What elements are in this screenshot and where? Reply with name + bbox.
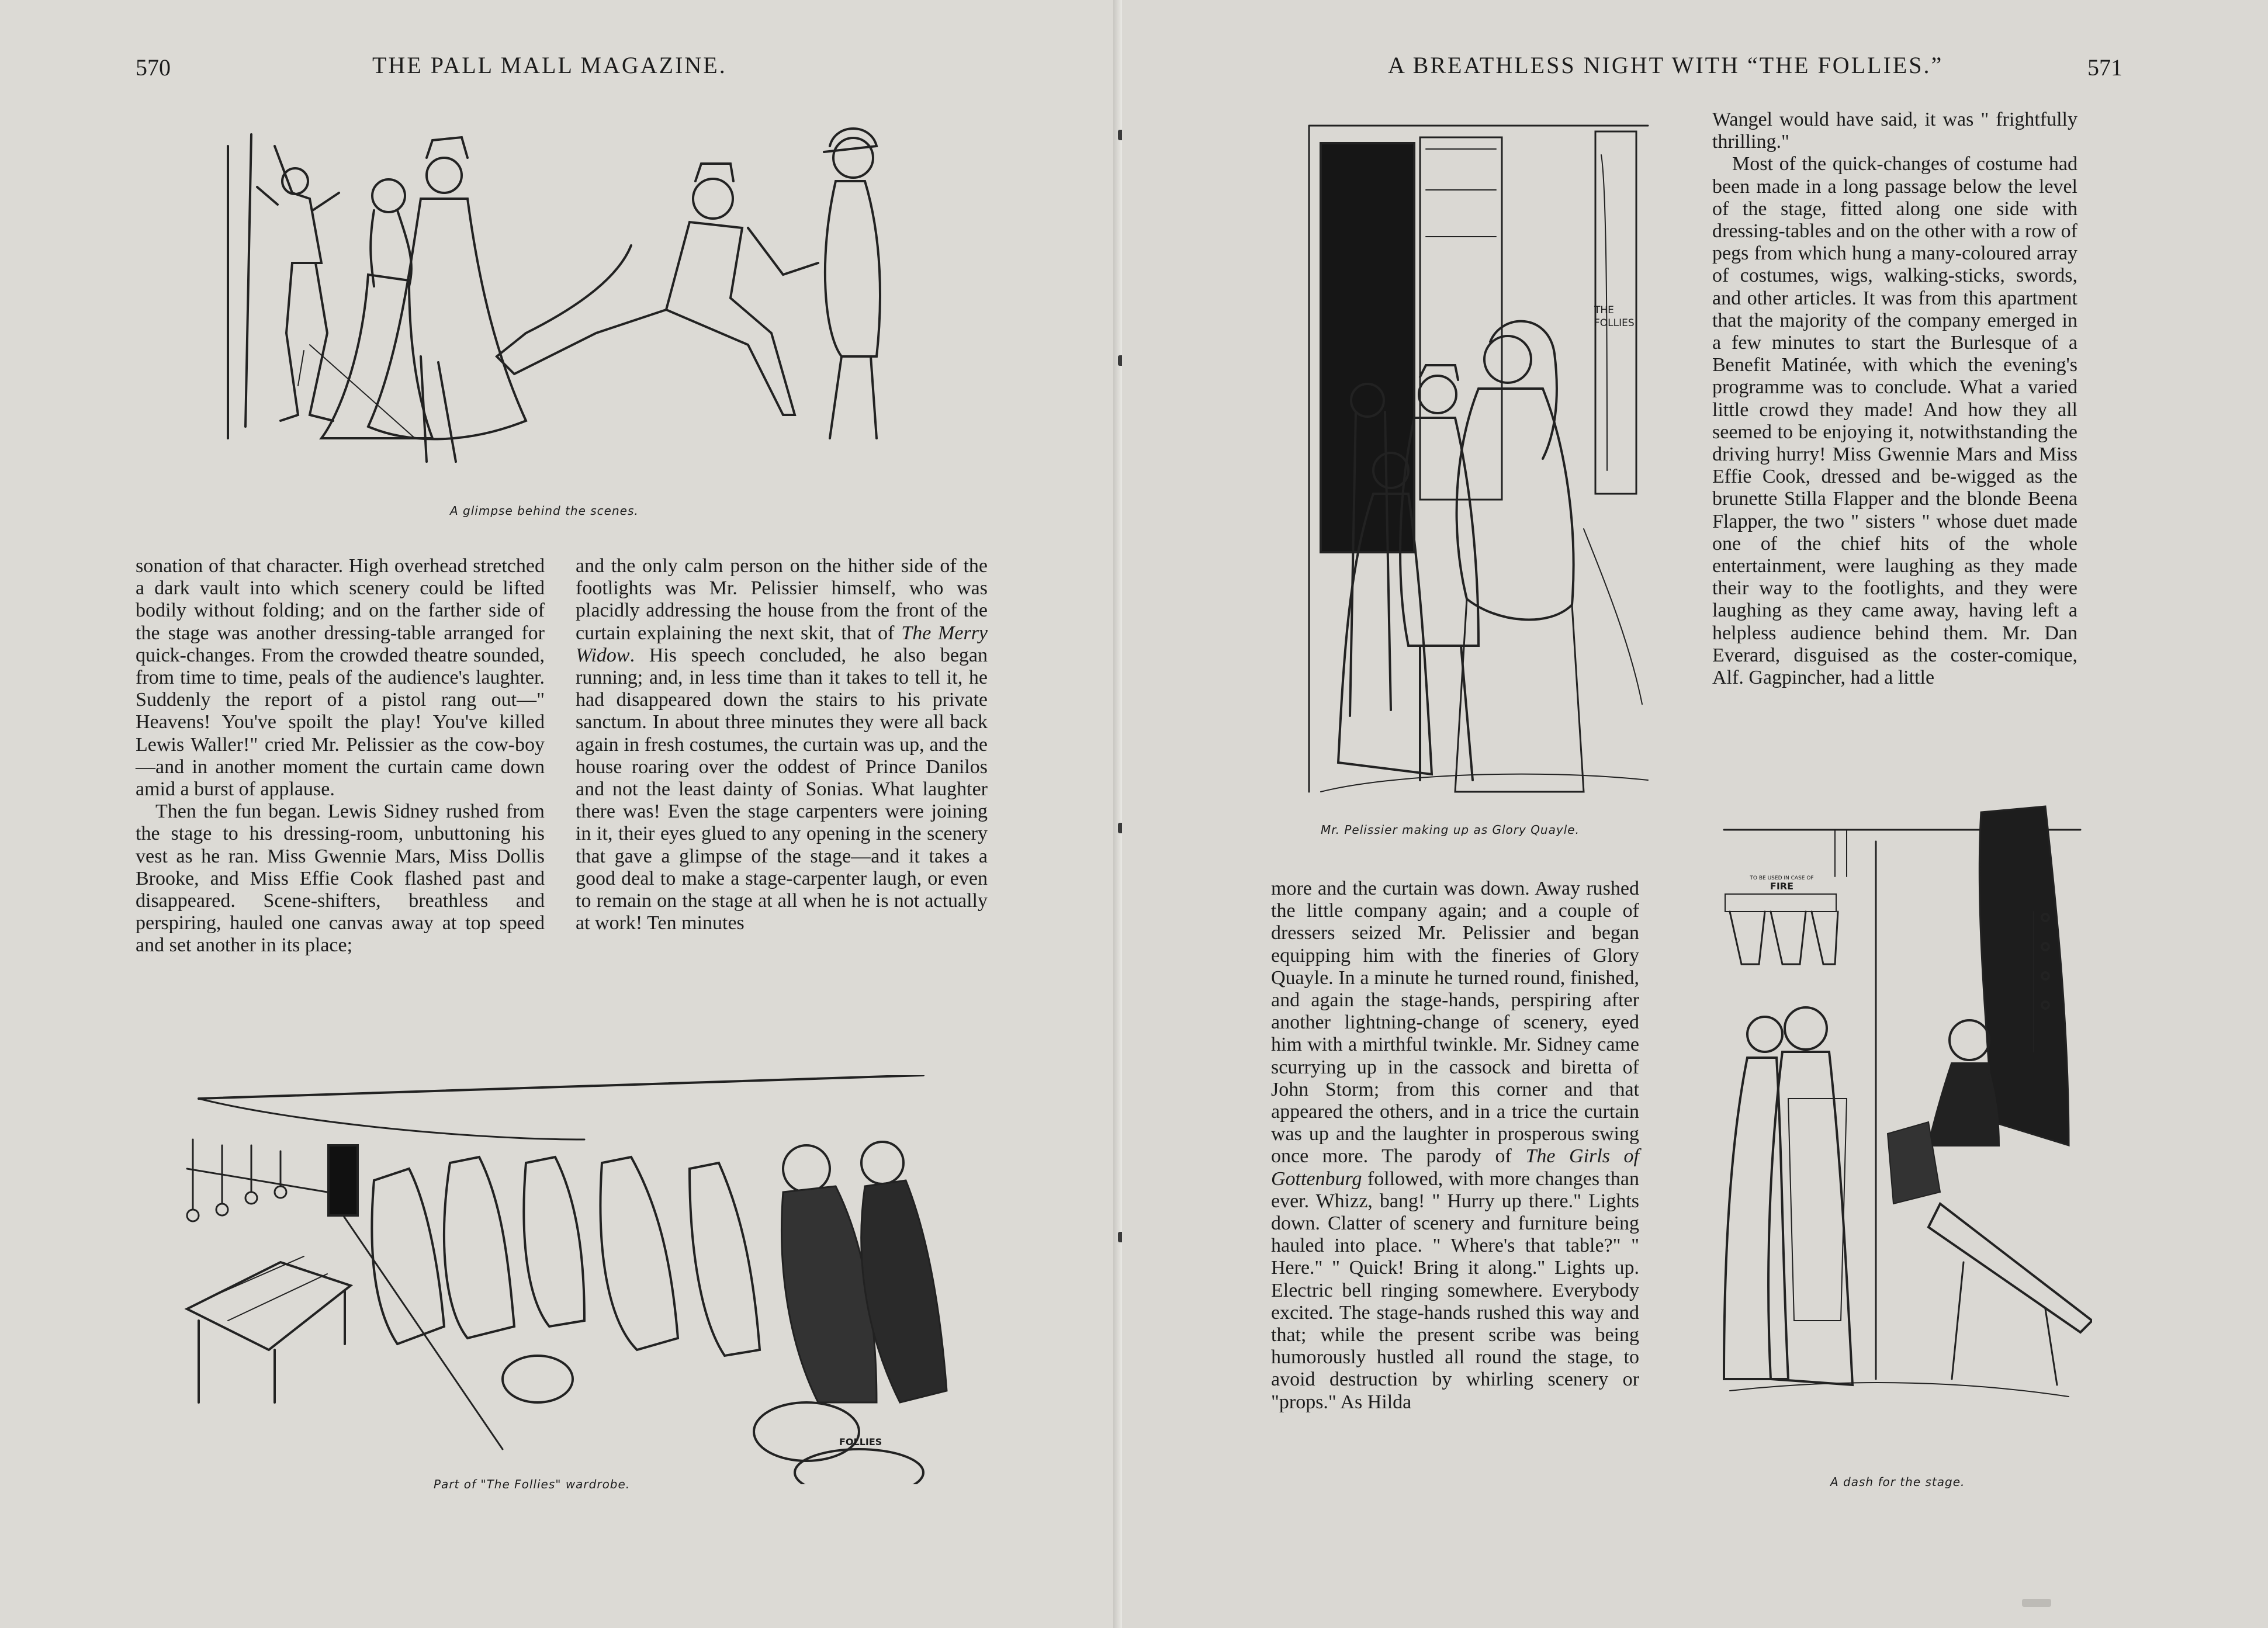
illustration-behind-scenes [222,111,923,485]
fire-sign-big: FIRE [1770,881,1794,892]
right-column-top [1712,109,2077,689]
paragraph: more and the curtain was down. Away rushed the little company again; and a couple of dressers seized Mr. Pelissier and began equipping him with the fineries of Glory Quayle. In a minute he turned round, finished, and again the stage-hands, perspiring after another lightning-change of scenery, eyed him with a mirthful twinkle. Mr. Sidney came scurrying up in the cassock and biretta of John Storm; from this corner and that appeared the others, and in a trice the curtain was up and the laughter in prosperous swing once more. The parody of The Girls of Gottenburg followed, with more changes than ever. Whizz, bang! " Hurry up there." Lights down. Clatter of scenery and furniture being hauled into place. " Where's that table?" " Here." " Quick! Bring it along." Lights up. Electric bell ringing somewhere. Everybody excited. The stage-hands rushed this way and that; while the present scribe was being humorously hustled all round the stage, to avoid destruction by whirling scenery or "props." As Hilda [1271,878,1639,1413]
left-page [0,0,1122,1628]
right-column-bottom [1271,878,1639,1414]
paragraph: Most of the quick-changes of costume had been made in a long passage below the level of the stage, fitted along one side with dressing-tables and on the other with a row of pegs from which hung a many-coloured array of costumes, wigs, walking-sticks, swords, and other articles. It was from this apartment that the majority of the company emerged in a few minutes to start the Burlesque of a Benefit Matinée, with which the evening's programme was to conclude. What a varied little crowd they made! And how they all seemed to be enjoying it, notwithstanding the driving hurry! Miss Gwennie Mars and Miss Effie Cook, dressed and be-wigged as the brunette Stilla Flapper and the blonde Beena Flapper, the two " sisters " whose duet made one of the chief hits of the whole entertainment, were laughing as they made their way to the footlights, and they were laughing as they came away, having left a helpless audience behind them. Mr. Dan Everard, disguised as the coster-comique, Alf. Gagpincher, had a little [1712,153,2077,689]
wardrobe-lettering: FOLLIES [839,1436,882,1447]
left-column-1 [136,555,545,957]
fire-sign [1726,875,1837,892]
caption-wardrobe: Part of "The Follies" wardrobe. [434,1477,631,1491]
play-title: The Merry Widow [576,622,988,666]
paragraph: and the only calm person on the hither side of the footlights was Mr. Pelissier himself, who was placidly addressing the house from the front of the curtain explaining the next skit, that of The Merry Widow. His speech concluded, he also began running; and, in less time than it takes to tell it, he had disappeared down the stairs to his private sanctum. In about three minutes they were all back again in fresh costumes, the curtain was up, and the house roaring over the oddest of Prince Danilos and not the least dainty of Sonias. What laughter there was! Even the stage carpenters were joining in it, their eyes glued to any opening in the scenery that gave a glimpse of the stage—and it takes a good deal to make a stage-carpenter laugh, or even to remain on the stage at all when he is not actually at work! Ten minutes [576,555,988,934]
fire-sign-small: TO BE USED IN CASE OF [1750,875,1814,881]
right-page [1122,0,2268,1628]
page-number-left: 570 [136,54,171,81]
running-head-left: THE PALL MALL MAGAZINE. [372,52,727,78]
caption-behind-scenes: A glimpse behind the scenes. [450,504,639,518]
pelissier-lettering: THE FOLLIES [1594,304,1635,329]
illustration-wardrobe [175,1075,953,1484]
paragraph: sonation of that character. High overhead stretched a dark vault into which scenery could be lifted bodily without folding; and on the farther side of the stage was another dressing-table arranged for quick-changes. From the crowded theatre sounded, from time to time, peals of the audience's laughter. Suddenly the report of a pistol rang out—" Heavens! You've spoilt the play! You've killed Lewis Waller!" cried Mr. Pelissier as the cow-boy—and in another moment the curtain came down amid a burst of applause. [136,555,545,801]
play-title: The Girls of Gottenburg [1271,1145,1639,1190]
left-column-2 [576,555,988,934]
running-head-right: A BREATHLESS NIGHT WITH “THE FOLLIES.” [1388,52,1944,78]
paragraph: Wangel would have said, it was " frightfully thrilling." [1712,109,2077,153]
illustration-pelissier [1303,120,1654,809]
paragraph: Then the fun began. Lewis Sidney rushed from the stage to his dressing-room, unbuttoning his vest as he ran. Miss Gwennie Mars, Miss Dollis Brooke, and Miss Effie Cook flashed past and disappeared. Scene-shifters, breathless and perspiring, hauled one canvas away at top speed and set another in its place; [136,801,545,957]
illustration-dash-stage [1718,795,2092,1449]
caption-pelissier: Mr. Pelissier making up as Glory Quayle. [1321,823,1580,837]
paper-smudge [2022,1599,2051,1607]
caption-dash-stage: A dash for the stage. [1830,1475,1965,1489]
page-number-right: 571 [2087,54,2122,81]
